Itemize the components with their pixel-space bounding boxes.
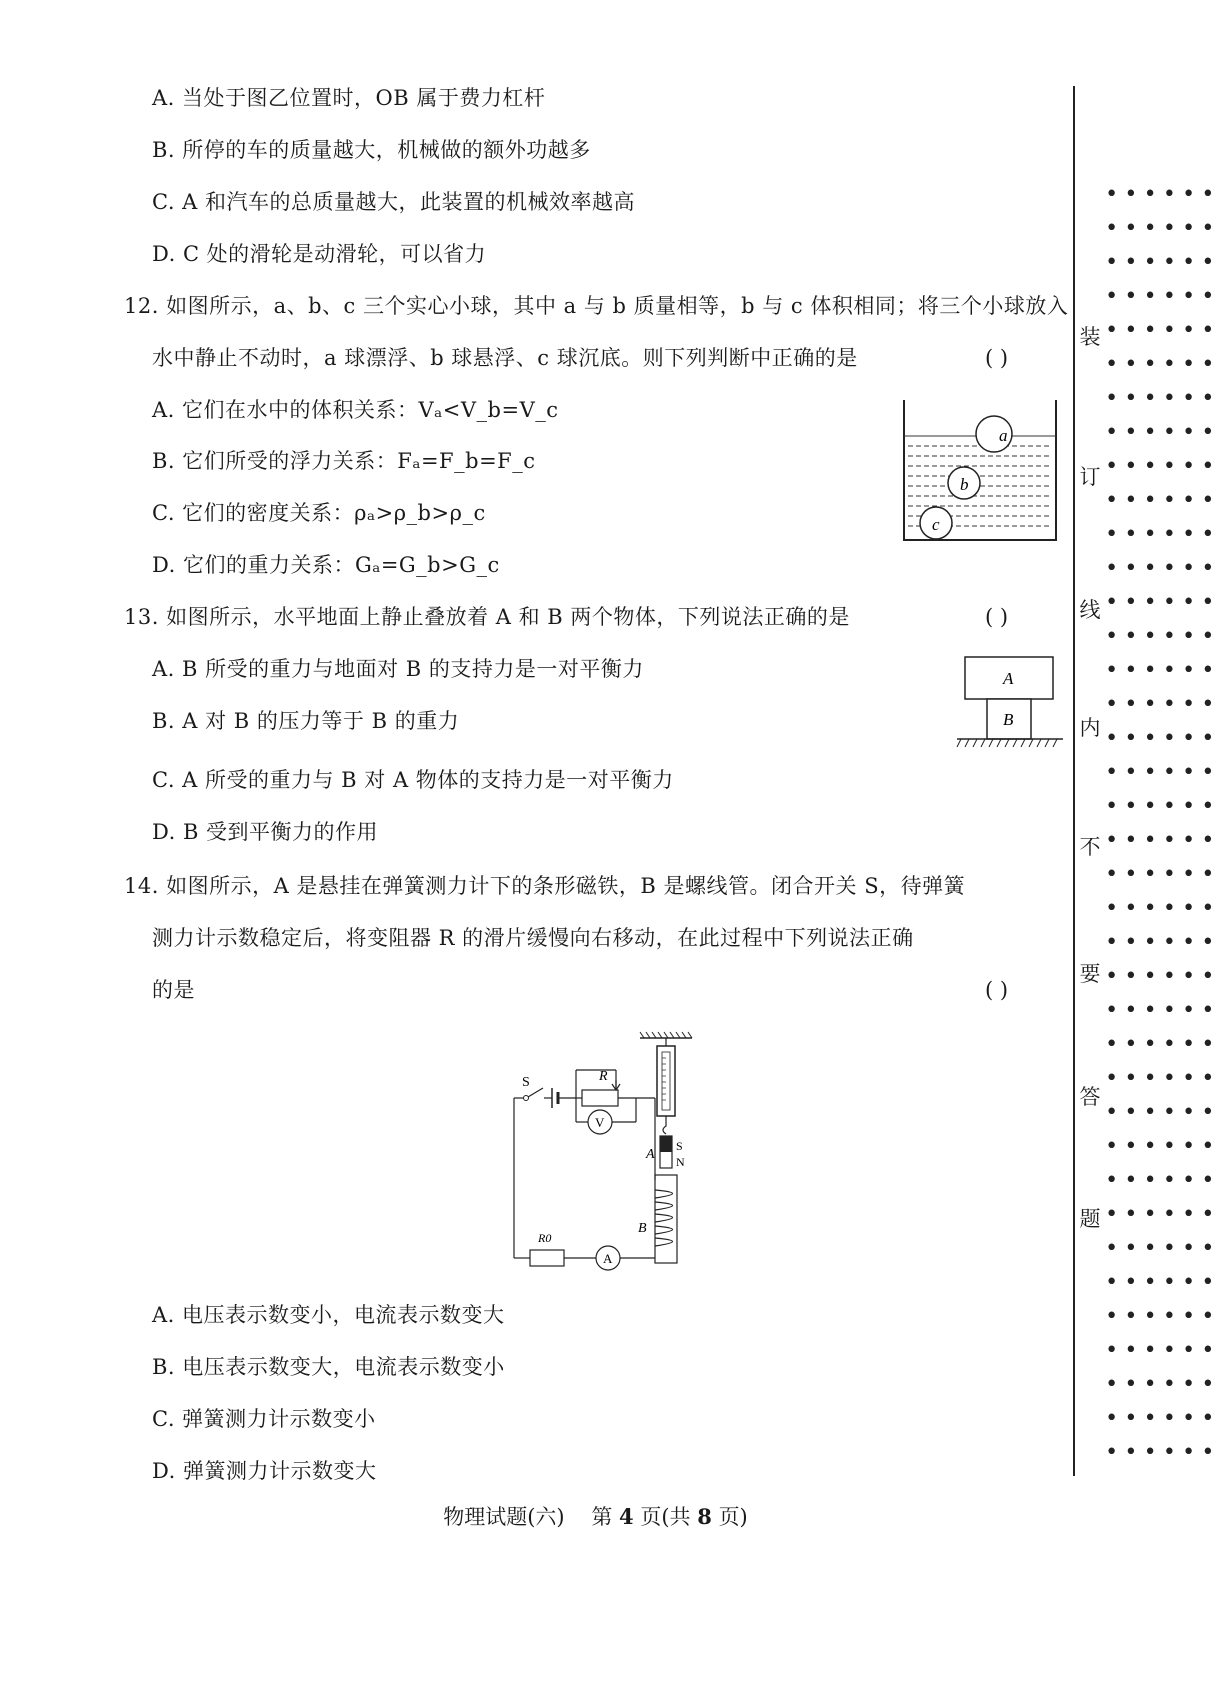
q14-stem-line2: 测力计示数稳定后，将变阻器 R 的滑片缓慢向右移动，在此过程中下列说法正确: [152, 926, 914, 950]
footer-page-total: 8: [697, 1504, 712, 1529]
q11-option-b: B. 所停的车的质量越大，机械做的额外功越多: [152, 138, 591, 162]
binding-dot-row: ••••••: [1105, 488, 1220, 513]
binding-dot-row: ••••••: [1105, 930, 1220, 955]
voltmeter-label: V: [595, 1115, 605, 1130]
binding-dot-row: ••••••: [1105, 522, 1220, 547]
binding-char-da: 答: [1075, 1085, 1105, 1109]
binding-dot-row: ••••••: [1105, 1338, 1220, 1363]
block-a-label: A: [1003, 669, 1014, 688]
binding-dot-row: ••••••: [1105, 420, 1220, 445]
q13-stem: 13. 如图所示，水平地面上静止叠放着 A 和 B 两个物体，下列说法正确的是: [124, 605, 850, 629]
binding-dot-row: ••••••: [1105, 216, 1220, 241]
q14-stem-line1: 14. 如图所示，A 是悬挂在弹簧测力计下的条形磁铁，B 是螺线管。闭合开关 S，待弹簧: [124, 874, 966, 898]
binding-dot-row: ••••••: [1105, 1134, 1220, 1159]
ammeter-label: A: [603, 1251, 613, 1266]
binding-rule: [1073, 86, 1075, 1476]
switch-label: S: [522, 1075, 530, 1090]
q11-option-a: A. 当处于图乙位置时，OB 属于费力杠杆: [152, 86, 546, 110]
binding-dot-row: ••••••: [1105, 556, 1220, 581]
binding-char-zhuang: 装: [1075, 325, 1105, 349]
q14-option-b: B. 电压表示数变大，电流表示数变小: [152, 1355, 505, 1379]
binding-dot-row: ••••••: [1105, 1270, 1220, 1295]
binding-char-bu: 不: [1075, 835, 1105, 859]
magnet-label: A: [646, 1147, 655, 1162]
binding-dot-row: ••••••: [1105, 624, 1220, 649]
q12-beaker-figure: [900, 398, 1060, 543]
pole-n-label: N: [676, 1155, 685, 1169]
footer-title: 物理试题(六): [443, 1505, 565, 1529]
q14-circuit-figure: [500, 1030, 720, 1270]
q14-answer-paren: ( ): [985, 978, 1009, 1002]
binding-dot-row: ••••••: [1105, 998, 1220, 1023]
binding-dot-row: ••••••: [1105, 964, 1220, 989]
q13-option-c: C. A 所受的重力与 B 对 A 物体的支持力是一对平衡力: [152, 768, 674, 792]
q11-option-d: D. C 处的滑轮是动滑轮，可以省力: [152, 242, 487, 266]
binding-dot-row: ••••••: [1105, 284, 1220, 309]
q13-option-a: A. B 所受的重力与地面对 B 的支持力是一对平衡力: [152, 657, 644, 681]
resistor-label: R0: [538, 1231, 552, 1245]
q12-option-a: A. 它们在水中的体积关系：Vₐ<V_b=V_c: [152, 398, 559, 422]
q12-option-b: B. 它们所受的浮力关系：Fₐ=F_b=F_c: [152, 449, 536, 473]
q14-option-c: C. 弹簧测力计示数变小: [152, 1407, 376, 1431]
binding-dot-row: ••••••: [1105, 182, 1220, 207]
footer-page-number: 4: [619, 1504, 634, 1529]
binding-dot-row: ••••••: [1105, 1304, 1220, 1329]
binding-dot-row: ••••••: [1105, 828, 1220, 853]
binding-dot-row: ••••••: [1105, 250, 1220, 275]
binding-dot-row: ••••••: [1105, 1066, 1220, 1091]
binding-dot-row: ••••••: [1105, 1202, 1220, 1227]
binding-dot-row: ••••••: [1105, 318, 1220, 343]
rheostat-label: R: [599, 1069, 608, 1084]
q11-option-c: C. A 和汽车的总质量越大，此装置的机械效率越高: [152, 190, 636, 214]
binding-dot-row: ••••••: [1105, 1406, 1220, 1431]
q12-option-c: C. 它们的密度关系：ρₐ>ρ_b>ρ_c: [152, 501, 486, 525]
q13-blocks-figure: [955, 655, 1065, 750]
binding-char-ding: 订: [1075, 465, 1105, 489]
q12-option-d: D. 它们的重力关系：Gₐ=G_b>G_c: [152, 553, 500, 577]
footer-page-suffix: 页): [718, 1505, 748, 1529]
binding-dot-row: ••••••: [1105, 386, 1220, 411]
q12-stem-line2: 水中静止不动时，a 球漂浮、b 球悬浮、c 球沉底。则下列判断中正确的是: [152, 346, 858, 370]
q13-answer-paren: ( ): [985, 605, 1009, 629]
page-footer: [0, 1501, 1191, 1531]
binding-dot-row: ••••••: [1105, 726, 1220, 751]
footer-page-prefix: 第: [591, 1505, 613, 1529]
binding-dot-row: ••••••: [1105, 1032, 1220, 1057]
binding-char-yao: 要: [1075, 962, 1105, 986]
q12-stem-line1: 12. 如图所示，a、b、c 三个实心小球，其中 a 与 b 质量相等，b 与 c 体积相同；将三个小球放入: [124, 294, 1069, 318]
binding-dot-row: ••••••: [1105, 794, 1220, 819]
binding-char-ti: 题: [1075, 1207, 1105, 1231]
q13-option-b: B. A 对 B 的压力等于 B 的重力: [152, 709, 460, 733]
binding-dot-row: ••••••: [1105, 1100, 1220, 1125]
q14-stem-line3: 的是: [152, 978, 195, 1002]
binding-dot-row: ••••••: [1105, 896, 1220, 921]
q13-option-d: D. B 受到平衡力的作用: [152, 820, 379, 844]
binding-dot-row: ••••••: [1105, 590, 1220, 615]
binding-dot-row: ••••••: [1105, 1372, 1220, 1397]
binding-char-xian: 线: [1075, 598, 1105, 622]
binding-dot-row: ••••••: [1105, 760, 1220, 785]
binding-dot-row: ••••••: [1105, 454, 1220, 479]
binding-dot-row: ••••••: [1105, 352, 1220, 377]
footer-page-mid: 页(共: [640, 1505, 691, 1529]
ball-a-label: a: [999, 426, 1008, 445]
binding-dot-row: ••••••: [1105, 658, 1220, 683]
q14-option-d: D. 弹簧测力计示数变大: [152, 1459, 377, 1483]
q14-option-a: A. 电压表示数变小，电流表示数变大: [152, 1303, 505, 1327]
binding-dot-row: ••••••: [1105, 1440, 1220, 1465]
ball-c-label: c: [932, 515, 940, 534]
pole-s-label: S: [676, 1139, 683, 1153]
binding-dot-row: ••••••: [1105, 862, 1220, 887]
binding-dot-row: ••••••: [1105, 1236, 1220, 1261]
binding-dot-row: ••••••: [1105, 1168, 1220, 1193]
block-b-label: B: [1003, 710, 1014, 729]
binding-dot-row: ••••••: [1105, 692, 1220, 717]
q12-answer-paren: ( ): [985, 346, 1009, 370]
solenoid-label: B: [638, 1221, 647, 1236]
binding-char-nei: 内: [1075, 716, 1105, 740]
ball-b-label: b: [960, 475, 969, 494]
